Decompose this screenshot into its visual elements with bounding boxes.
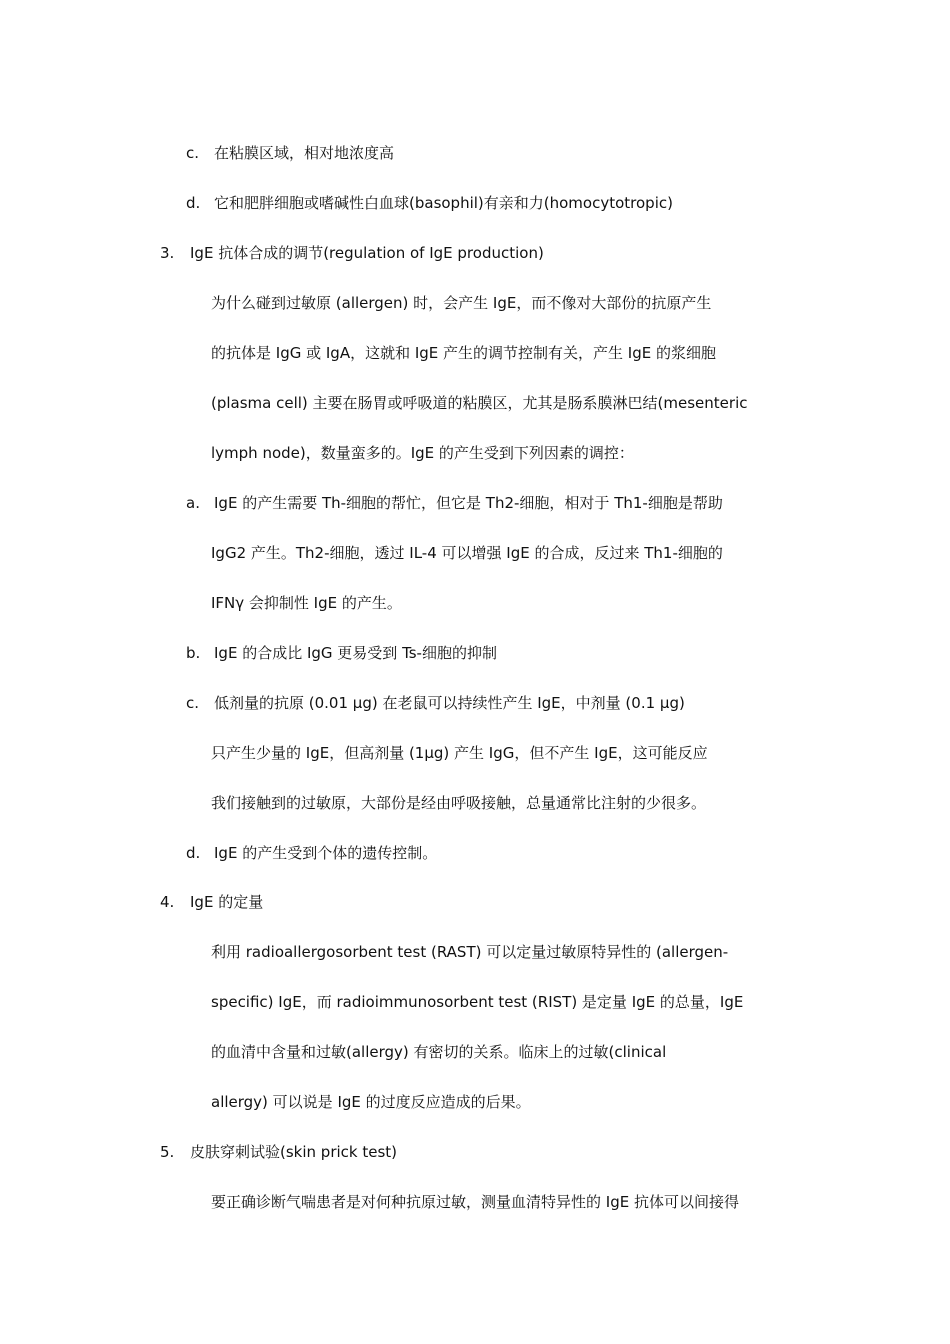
- list-marker: d.: [186, 194, 201, 212]
- section-heading: IgE 的定量: [190, 893, 264, 911]
- list-marker: b.: [186, 644, 201, 662]
- paragraph-line: 要正确诊断气喘患者是对何种抗原过敏，测量血清特异性的 IgE 抗体可以间接得: [211, 1193, 739, 1211]
- list-item-continuation: IgG2 产生。Th2-细胞，透过 IL-4 可以增强 IgE 的合成，反过来 Th1-细胞的: [211, 544, 723, 562]
- list-marker: c.: [186, 694, 200, 712]
- list-item-text: 它和肥胖细胞或嗜碱性白血球(basophil)有亲和力(homocytotropic): [214, 194, 673, 212]
- paragraph-line: 利用 radioallergosorbent test (RAST) 可以定量过敏原特异性的 (allergen-: [211, 943, 729, 961]
- list-item-text: IgE 的产生需要 Th-细胞的帮忙，但它是 Th2-细胞，相对于 Th1-细胞是帮助: [214, 494, 723, 512]
- list-marker: d.: [186, 844, 201, 862]
- paragraph-line: (plasma cell) 主要在肠胃或呼吸道的粘膜区，尤其是肠系膜淋巴结(mesenteric: [211, 394, 748, 412]
- list-item-continuation: 我们接触到的过敏原，大部份是经由呼吸接触，总量通常比注射的少很多。: [211, 794, 707, 812]
- section-number: 3.: [160, 244, 175, 262]
- paragraph-line: 的抗体是 IgG 或 IgA，这就和 IgE 产生的调节控制有关，产生 IgE 的浆细胞: [211, 344, 717, 362]
- list-item-text: IgE 的合成比 IgG 更易受到 Ts-细胞的抑制: [214, 644, 497, 662]
- section-heading: 皮肤穿刺试验(skin prick test): [190, 1143, 398, 1161]
- list-marker: a.: [186, 494, 200, 512]
- list-item-continuation: IFNγ 会抑制性 IgE 的产生。: [211, 594, 402, 612]
- section-heading: IgE 抗体合成的调节(regulation of IgE production): [190, 244, 544, 262]
- list-item-continuation: 只产生少量的 IgE，但高剂量 (1μg) 产生 IgG，但不产生 IgE，这可能反应: [211, 744, 708, 762]
- section-number: 5.: [160, 1143, 175, 1161]
- paragraph-line: lymph node)，数量蛮多的。IgE 的产生受到下列因素的调控：: [211, 444, 634, 462]
- section-number: 4.: [160, 893, 175, 911]
- paragraph-line: 为什么碰到过敏原 (allergen) 时，会产生 IgE，而不像对大部份的抗原产生: [211, 294, 712, 312]
- paragraph-line: 的血清中含量和过敏(allergy) 有密切的关系。临床上的过敏(clinical: [211, 1043, 667, 1061]
- paragraph-line: specific) IgE，而 radioimmunosorbent test (RIST) 是定量 IgE 的总量，IgE: [211, 993, 744, 1011]
- paragraph-line: allergy) 可以说是 IgE 的过度反应造成的后果。: [211, 1093, 531, 1111]
- list-item-text: 低剂量的抗原 (0.01 μg) 在老鼠可以持续性产生 IgE，中剂量 (0.1 μg): [214, 694, 685, 712]
- list-item-text: 在粘膜区域，相对地浓度高: [214, 144, 395, 162]
- list-item-text: IgE 的产生受到个体的遗传控制。: [214, 844, 438, 862]
- list-marker: c.: [186, 144, 200, 162]
